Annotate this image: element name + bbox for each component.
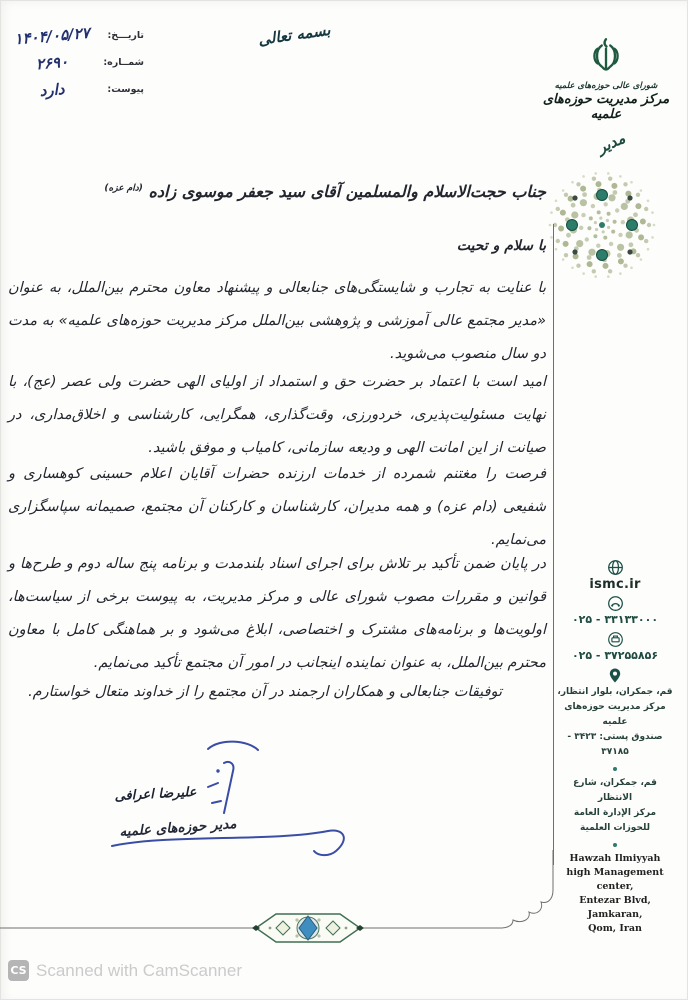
paragraph-appointment: با عنایت به تجارب و شایستگی‌های جنابعالی و پیشنهاد معاون محترم بین‌الملل، به عنوان «مدیر مجتمع عالی آموزشی و پژوهشی بین‌الملل مرکز مدیریت حوزه‌های علمیه» به مدت دو سال منصوب می‌شوید. xyxy=(8,280,546,362)
salutation-line: با سلام و تحیت xyxy=(456,238,546,254)
iran-emblem-icon xyxy=(590,36,622,78)
address-arabic: قم، جمکران، شارع الانتظار مرکز الإدارة العامة للحوزات العلمیة xyxy=(573,778,657,833)
number-label: شمــاره: xyxy=(103,57,144,68)
addressee-name: جناب حجت‌الاسلام والمسلمین آقای سید جعفر موسوی زاده xyxy=(148,182,546,201)
org-supreme-council: شورای عالی حوزه‌های علمیه xyxy=(554,81,658,91)
section-dot xyxy=(613,767,617,771)
globe-icon xyxy=(607,559,624,576)
sidebar-divider-line xyxy=(553,224,554,865)
paragraph-wishes: امید است با اعتماد بر حضرت حق و استمداد از اولیای الهی حضرت ولی عصر (عج)، با نهایت مسئولیت‌پذیری، خردورزی، وقت‌گذاری، همگرایی، کارشناسی و اخلاق‌مداری، در صیانت از این امانت الهی و ودیعه سازمانی، کامیاب و موفق باشید. xyxy=(8,374,546,456)
signer-name: علیرضا اعرافی xyxy=(114,784,197,805)
fax-number: ۰۲۵ - ۳۷۲۵۵۸۵۶ xyxy=(571,649,659,662)
camscanner-watermark xyxy=(8,960,242,981)
number-value: ۲۶۹۰ xyxy=(35,52,69,73)
address-english: Hawzah Ilmiyyah high Management center, Entezar Blvd, Jamkaran, Qom, Iran xyxy=(566,853,664,934)
website-url: ismc.ir xyxy=(589,577,641,592)
attachment-row xyxy=(6,76,144,103)
phone-icon xyxy=(607,595,624,612)
signer-title: مدیر حوزه‌های علمیه xyxy=(118,815,238,841)
date-value: ۱۴۰۴/۰۵/۲۷ xyxy=(13,23,91,48)
fax-icon xyxy=(607,631,624,648)
closing-line: توفیقات جنابعالی و همکاران ارجمند در آن مجتمع را از خداوند متعال خواستارم. xyxy=(28,684,502,700)
attachment-label: پیوست: xyxy=(107,84,144,95)
medallion xyxy=(252,914,364,942)
bottom-border-ornament xyxy=(0,850,688,950)
floral-medallion-ornament xyxy=(546,168,658,284)
role-word: مدیر xyxy=(594,129,628,157)
number-row xyxy=(6,49,144,76)
section-dot xyxy=(613,843,617,847)
location-pin-icon xyxy=(607,667,623,684)
phone-number: ۰۲۵ - ۳۳۱۳۳۰۰۰ xyxy=(571,613,659,626)
org-management-center: مرکز مدیریت حوزه‌های علمیه xyxy=(542,92,670,122)
date-label: تاریـــخ: xyxy=(107,30,144,41)
paragraph-thanks: فرصت را مغتنم شمرده از خدمات ارزنده حضرات آقایان اعلام حسینی کوهساری و شفیعی (دام عزه) و همه مدیران، کارشناسان و کارکنان آن مجتمع، صمیمانه سپاسگزاری می‌نمایم. xyxy=(8,466,546,548)
paragraph-emphasis: در پایان ضمن تأکید بر تلاش برای اجرای اسناد بلندمدت و برنامه پنج ساله دوم و طرح‌ها و قوانین و مقررات مصوب شورای عالی و مرکز مدیریت، به پیوست برخی از سیاست‌ها، اولویت‌ها و برنامه‌های مشترک و اختصاصی، ابلاغ می‌شود و بر هماهنگی کامل با معاون محترم بین‌الملل، به عنوان نماینده اینجانب در امور آن مجتمع تأکید می‌نمایم. xyxy=(8,556,546,671)
camscanner-text: Scanned with CamScanner xyxy=(36,960,243,980)
address-persian: قم، جمکران، بلوار انتظار، مرکز مدیریت حوزه‌های علمیه صندوق پستی: ۳۴۲۳ - ۳۷۱۸۵ xyxy=(557,687,673,757)
date-row xyxy=(6,22,144,49)
bismillah-calligraphy: بسمه تعالی xyxy=(257,20,332,49)
letterhead xyxy=(540,36,672,122)
addressee-honorific: (دام عزه) xyxy=(104,183,143,194)
camscanner-badge-icon: CS xyxy=(8,960,29,981)
attachment-value: دارد xyxy=(38,79,66,100)
addressee-line xyxy=(8,182,546,201)
meta-fields xyxy=(6,22,144,103)
